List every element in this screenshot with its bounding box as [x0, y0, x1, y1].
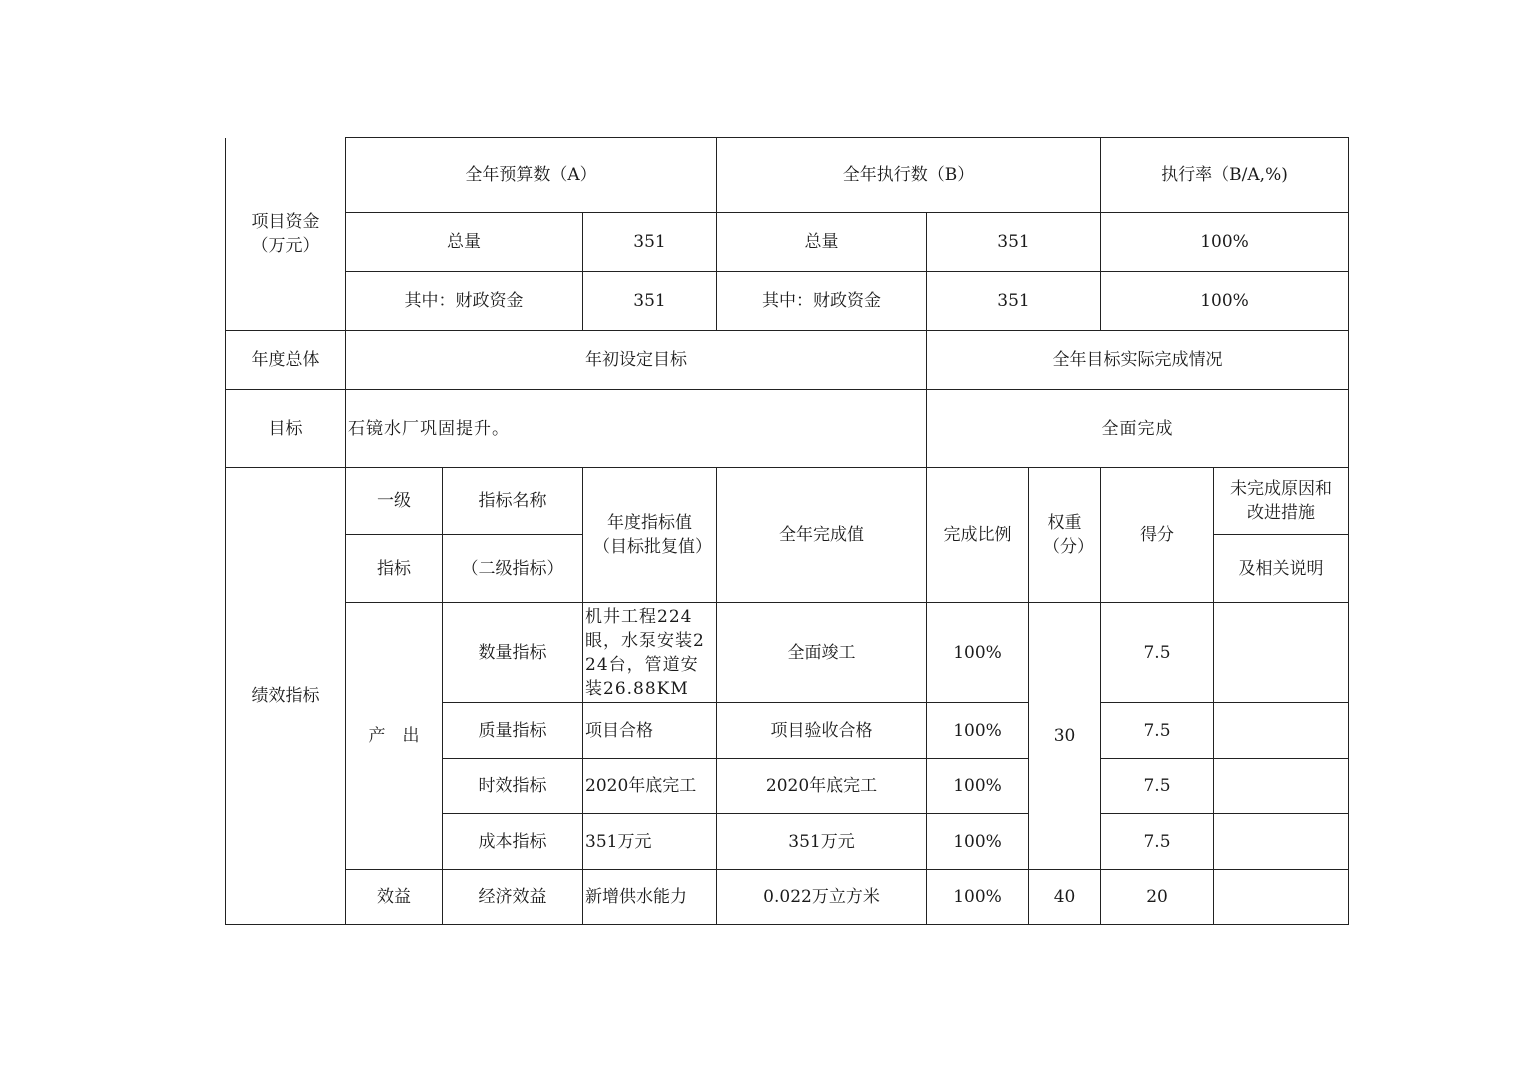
indicator-ratio: 100% [927, 759, 1029, 814]
level1-header-top: 一级 [346, 468, 443, 535]
planned-goal-header: 年初设定目标 [346, 331, 927, 390]
name-header-top: 指标名称 [443, 468, 583, 535]
indicator-score: 7.5 [1101, 703, 1214, 759]
indicator-actual: 351万元 [717, 814, 927, 870]
indicator-target: 2020年底完工 [583, 759, 717, 814]
funds-label: 项目资金（万元） [226, 138, 346, 331]
indicator-name: 数量指标 [443, 603, 583, 703]
indicators-label: 绩效指标 [226, 468, 346, 925]
fiscal-rate: 100% [1101, 272, 1349, 331]
benefit-target: 新增供水能力 [583, 870, 717, 925]
total-exec-label: 总量 [717, 213, 927, 272]
fiscal-exec: 351 [927, 272, 1101, 331]
indicator-reason [1214, 814, 1349, 870]
benefit-score: 20 [1101, 870, 1214, 925]
total-label: 总量 [346, 213, 583, 272]
benefit-label: 效益 [346, 870, 443, 925]
indicator-ratio: 100% [927, 814, 1029, 870]
annual-goal-label-top: 年度总体 [226, 331, 346, 390]
fiscal-exec-label: 其中：财政资金 [717, 272, 927, 331]
indicator-actual: 2020年底完工 [717, 759, 927, 814]
indicator-reason [1214, 759, 1349, 814]
indicator-actual: 全面竣工 [717, 603, 927, 703]
benefit-ratio: 100% [927, 870, 1029, 925]
reason-header-top: 未完成原因和改进措施 [1214, 468, 1349, 535]
indicator-score: 7.5 [1101, 759, 1214, 814]
target-header: 年度指标值（目标批复值） [583, 468, 717, 603]
level1-header-bottom: 指标 [346, 535, 443, 603]
weight-header: 权重（分） [1029, 468, 1101, 603]
output-label: 产 出 [346, 603, 443, 870]
indicator-score: 7.5 [1101, 603, 1214, 703]
indicator-reason [1214, 703, 1349, 759]
reason-header-bottom: 及相关说明 [1214, 535, 1349, 603]
benefit-reason [1214, 870, 1349, 925]
ratio-header: 完成比例 [927, 468, 1029, 603]
indicator-target: 351万元 [583, 814, 717, 870]
exec-header: 全年执行数（B） [717, 138, 1101, 213]
benefit-actual: 0.022万立方米 [717, 870, 927, 925]
output-weight: 30 [1029, 603, 1101, 870]
fiscal-budget: 351 [583, 272, 717, 331]
actual-goal-text: 全面完成 [927, 390, 1349, 468]
fiscal-label: 其中：财政资金 [346, 272, 583, 331]
planned-goal-text: 石镜水厂巩固提升。 [346, 390, 927, 468]
budget-header: 全年预算数（A） [346, 138, 717, 213]
benefit-weight: 40 [1029, 870, 1101, 925]
total-budget: 351 [583, 213, 717, 272]
name-header-bottom: （二级指标） [443, 535, 583, 603]
actual-header: 全年完成值 [717, 468, 927, 603]
actual-goal-header: 全年目标实际完成情况 [927, 331, 1349, 390]
indicator-name: 时效指标 [443, 759, 583, 814]
total-rate: 100% [1101, 213, 1349, 272]
indicator-reason [1214, 603, 1349, 703]
score-header: 得分 [1101, 468, 1214, 603]
benefit-name: 经济效益 [443, 870, 583, 925]
total-exec: 351 [927, 213, 1101, 272]
rate-header: 执行率（B/A,%) [1101, 138, 1349, 213]
indicator-target: 机井工程224眼，水泵安装224台，管道安装26.88KM [583, 603, 717, 703]
indicator-ratio: 100% [927, 703, 1029, 759]
indicator-name: 质量指标 [443, 703, 583, 759]
indicator-ratio: 100% [927, 603, 1029, 703]
indicator-score: 7.5 [1101, 814, 1214, 870]
annual-goal-label-bottom: 目标 [226, 390, 346, 468]
performance-table [225, 137, 1349, 925]
indicator-name: 成本指标 [443, 814, 583, 870]
indicator-actual: 项目验收合格 [717, 703, 927, 759]
indicator-target: 项目合格 [583, 703, 717, 759]
